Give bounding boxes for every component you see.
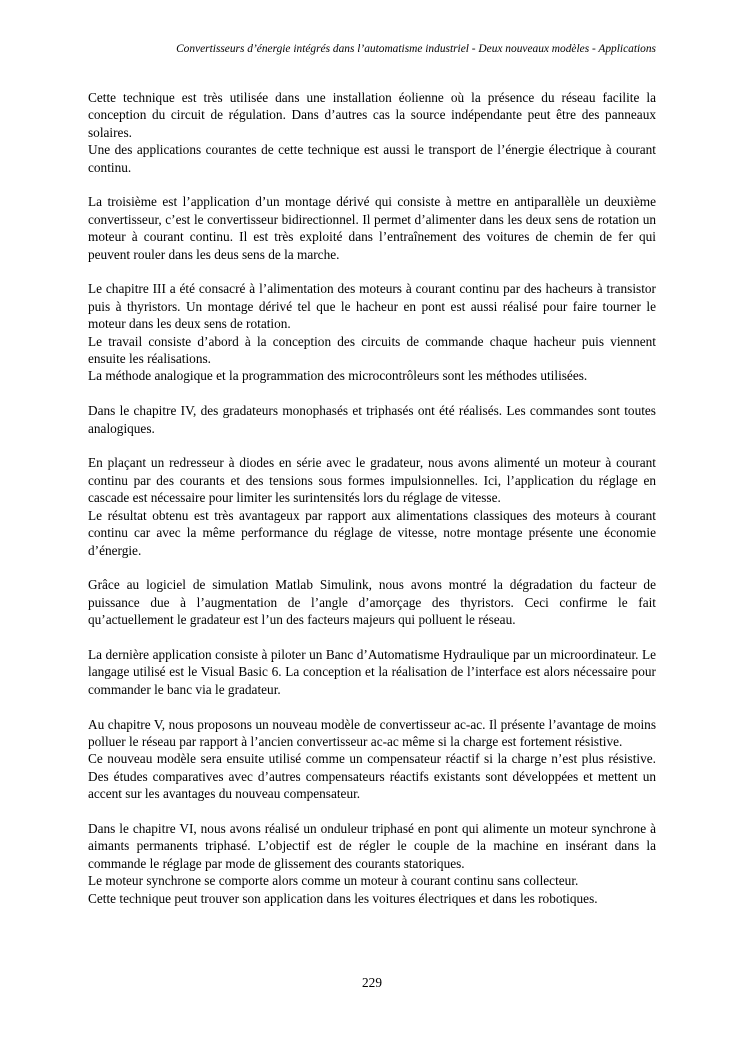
paragraph-line: Une des applications courantes de cette technique est aussi le transport de l’énergie électrique à courant continu. bbox=[88, 142, 656, 175]
paragraph bbox=[88, 454, 656, 558]
paragraph-line: Cette technique peut trouver son application dans les voitures électriques et dans les robotiques. bbox=[88, 890, 598, 906]
paragraph-line: Dans le chapitre VI, nous avons réalisé un onduleur triphasé en pont qui alimente un moteur synchrone à aimants permanents triphasé. L’objectif est de régler le couple de la machine en insérant dans la commande le réglage par mode de glissement des courants statoriques. bbox=[88, 820, 656, 871]
paragraph-line: Le moteur synchrone se comporte alors comme un moteur à courant continu sans collecteur. bbox=[88, 873, 579, 889]
page-number: 229 bbox=[362, 975, 382, 990]
paragraph bbox=[88, 193, 656, 263]
paragraph-line: En plaçant un redresseur à diodes en série avec le gradateur, nous avons alimenté un moteur à courant continu par des courants et des tensions sous formes impulsionnelles. Ici, l’application du réglage en cascade est nécessaire pour limiter les surintensités lors du réglage de vitesse. bbox=[88, 455, 656, 506]
paragraph bbox=[88, 402, 656, 437]
paragraph-line: Le travail consiste d’abord à la conception des circuits de commande chaque hacheur puis viennent ensuite les réalisations. bbox=[88, 333, 656, 367]
paragraph bbox=[88, 820, 656, 907]
paragraph-line: Le chapitre III a été consacré à l’alimentation des moteurs à courant continu par des hacheurs à transistor puis à thyristors. Un montage dérivé tel que le hacheur en pont est aussi réalisé pour faire tourner le moteur dans les deux sens de rotation. bbox=[88, 281, 656, 332]
paragraph bbox=[88, 280, 656, 384]
paragraph-line: Au chapitre V, nous proposons un nouveau modèle de convertisseur ac-ac. Il présente l’avantage de moins polluer le réseau par rapport à l’ancien convertisseur ac-ac même si la charge est fortement résistive. bbox=[88, 716, 656, 749]
paragraph bbox=[88, 646, 656, 698]
paragraph bbox=[88, 716, 656, 803]
paragraph bbox=[88, 576, 656, 628]
paragraph-line: Grâce au logiciel de simulation Matlab Simulink, nous avons montré la dégradation du facteur de puissance due à l’augmentation de l’angle d’amorçage des thyristors. Ceci confirme le fait qu’actuellement le gradateur est l’un des facteurs majeurs qui polluent le réseau. bbox=[88, 577, 656, 628]
paragraph-line: La troisième est l’application d’un montage dérivé qui consiste à mettre en antiparallèle un deuxième convertisseur, c’est le convertisseur bidirectionnel. Il permet d’alimenter dans les deux sens de rotation un moteur à courant continu. Il est très exploité dans l’entraînement des voitures de chemin de fer qui peuvent rouler dans les deus sens de la marche. bbox=[88, 194, 656, 262]
paragraph-line: La méthode analogique et la programmation des microcontrôleurs sont les méthodes utilisées. bbox=[88, 368, 588, 384]
paragraph-line: Dans le chapitre IV, des gradateurs monophasés et triphasés ont été réalisés. Les commandes sont toutes analogiques. bbox=[88, 403, 656, 436]
body-text bbox=[88, 89, 656, 907]
paragraph-line: La dernière application consiste à piloter un Banc d’Automatisme Hydraulique par un microordinateur. Le langage utilisé est le Visual Basic 6. La conception et la réalisation de l’interface est alors nécessaire pour commander le banc via le gradateur. bbox=[88, 646, 656, 697]
paragraph-line: Le résultat obtenu est très avantageux par rapport aux alimentations classiques des moteurs à courant continu car avec la même performance du réglage de vitesse, notre montage présente une économie d’énergie. bbox=[88, 507, 656, 558]
paragraph bbox=[88, 89, 656, 176]
paragraph-line: Ce nouveau modèle sera ensuite utilisé comme un compensateur réactif si la charge n’est plus résistive. Des études comparatives avec d’autres compensateurs réactifs existants sont développées et mettent un accent sur les avantages du nouveau compensateur. bbox=[88, 751, 656, 802]
running-header: Convertisseurs d’énergie intégrés dans l’automatisme industriel - Deux nouveaux modèles - Applications bbox=[176, 43, 656, 55]
paragraph-line: Cette technique est très utilisée dans une installation éolienne où la présence du réseau facilite la conception du circuit de régulation. Dans d’autres cas la source indépendante peut être des panneaux solaires. bbox=[88, 90, 656, 140]
